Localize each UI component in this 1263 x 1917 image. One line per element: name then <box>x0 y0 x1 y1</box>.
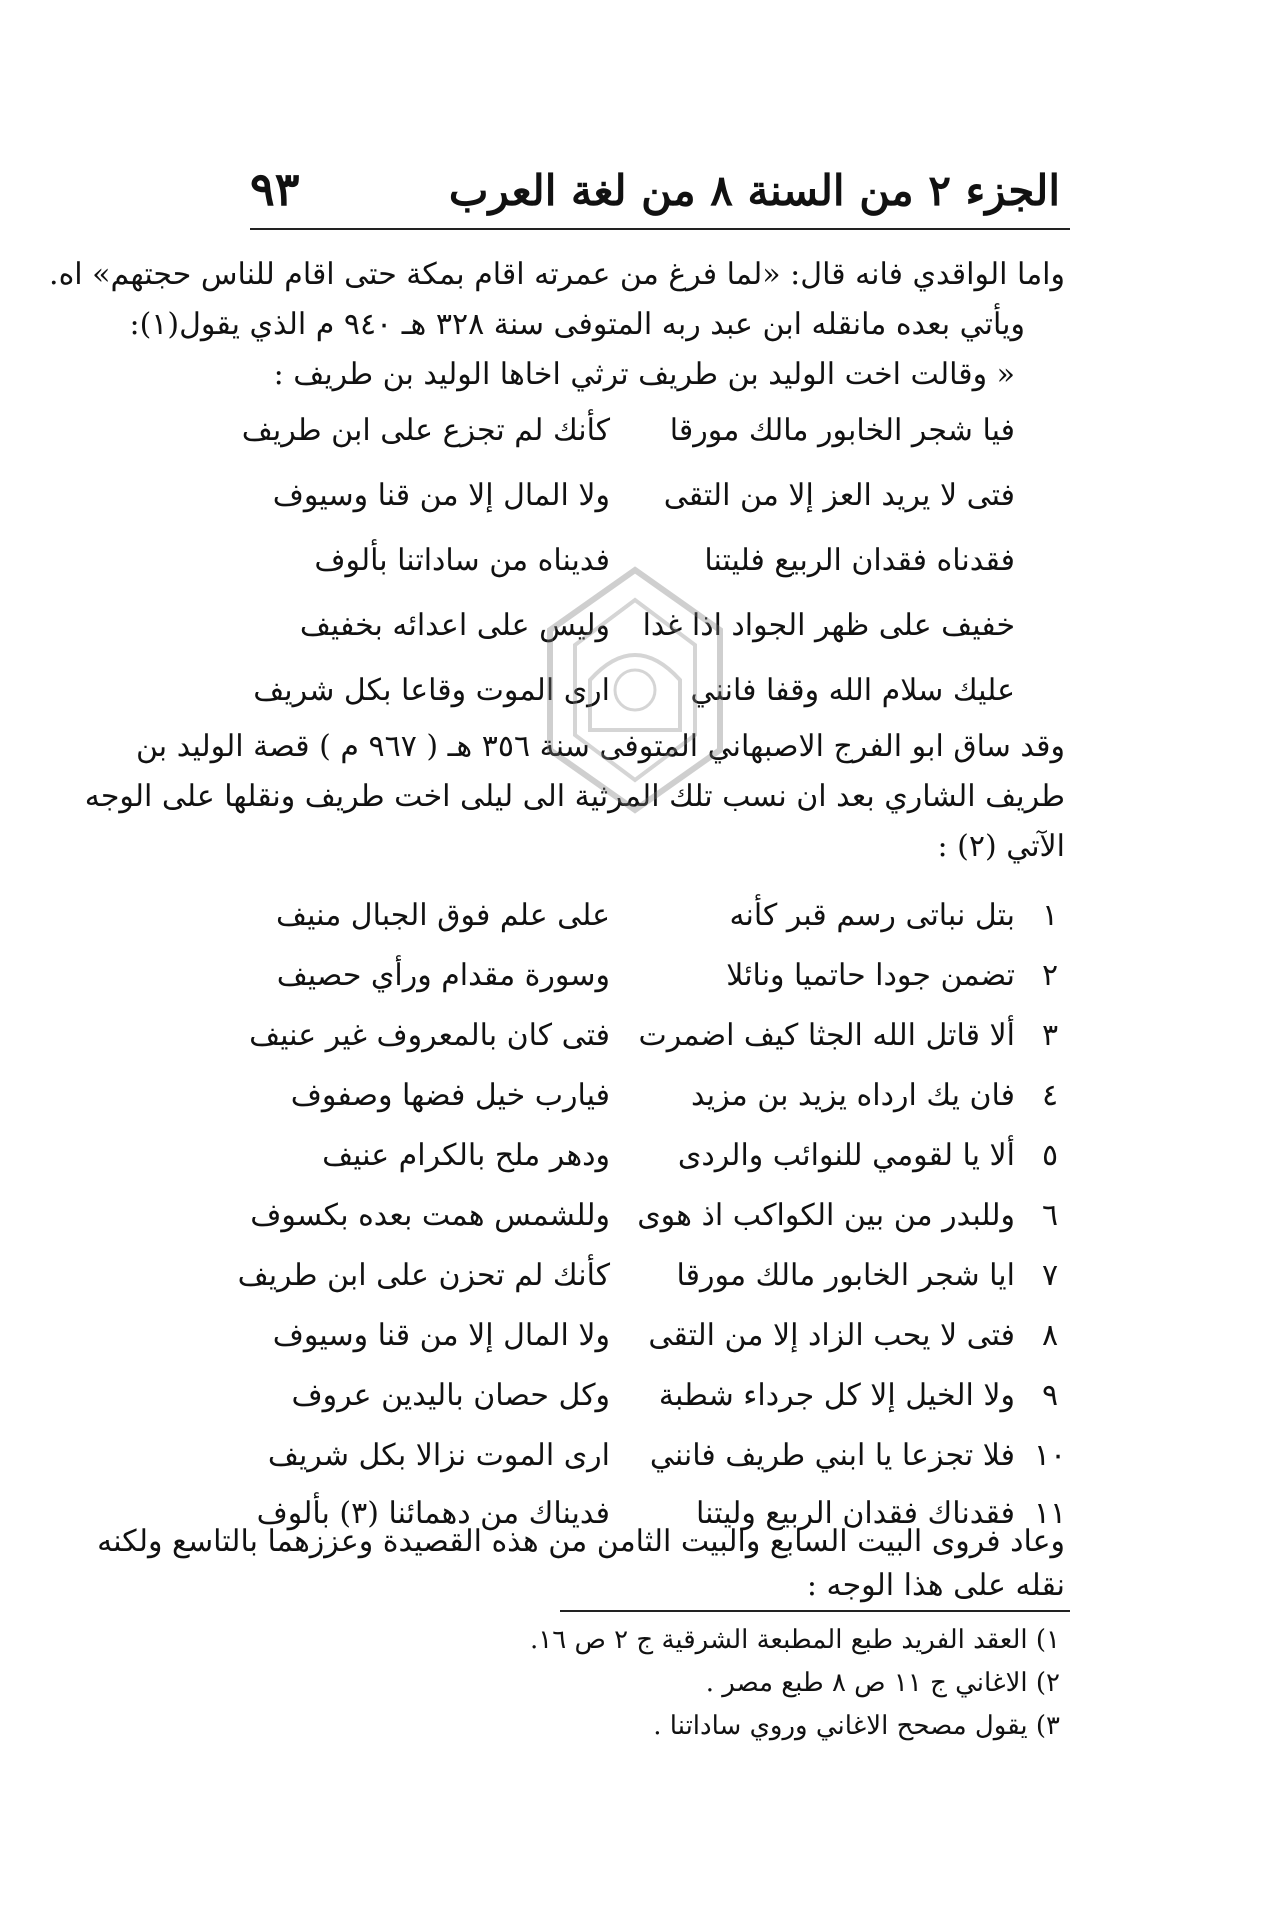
verse-first-hemistich: فان يك ارداه يزيد بن مزيد <box>691 1078 1015 1113</box>
poem-verse <box>230 1070 1070 1130</box>
verse-second-hemistich: ولا المال إلا من قنا وسيوف <box>272 1318 610 1353</box>
intro-paragraph <box>49 250 1065 400</box>
verse-number: ٨ <box>1041 1318 1059 1353</box>
verse-first-hemistich: ولا الخيل إلا كل جرداء شطبة <box>658 1378 1015 1413</box>
text-line: طريف الشاري بعد ان نسب تلك المرثية الى ليلى اخت طريف ونقلها على الوجه <box>84 779 1065 814</box>
verse-first-hemistich: ايا شجر الخابور مالك مورقا <box>676 1258 1015 1293</box>
poem-verse <box>230 1010 1070 1070</box>
poem-verse <box>230 890 1070 950</box>
poem-verse <box>230 1130 1070 1190</box>
verse-second-hemistich: فتى كان بالمعروف غير عنيف <box>249 1018 610 1053</box>
verse-first-hemistich: ألا يا لقومي للنوائب والردى <box>677 1138 1015 1173</box>
verse-first-hemistich: فلا تجزعا يا ابني طريف فانني <box>649 1438 1015 1473</box>
poem-verse <box>230 470 1070 530</box>
closing-paragraph <box>97 1520 1065 1608</box>
verse-second-hemistich: ودهر ملح بالكرام عنيف <box>322 1138 610 1173</box>
verse-number: ٤ <box>1041 1078 1059 1113</box>
verse-number: ٦ <box>1041 1198 1059 1233</box>
verse-second-hemistich: ولا المال إلا من قنا وسيوف <box>272 478 610 513</box>
verse-first-hemistich: بتل نباتى رسم قبر كأنه <box>729 898 1015 933</box>
verse-first-hemistich: وللبدر من بين الكواكب اذ هوى <box>637 1198 1015 1233</box>
verse-number: ٥ <box>1041 1138 1059 1173</box>
running-title: الجزء ٢ من السنة ٨ من لغة العرب <box>448 166 1060 215</box>
header-rule <box>250 228 1070 230</box>
verse-second-hemistich: فيارب خيل فضها وصفوف <box>290 1078 610 1113</box>
verse-first-hemistich: خفيف على ظهر الجواد اذا غدا <box>642 608 1015 643</box>
text-line: الآتي (٢) : <box>937 829 1065 864</box>
text-line: ويأتي بعده مانقله ابن عبد ربه المتوفى سنة ٣٢٨ هـ ٩٤٠ م الذي يقول(١): <box>129 307 1025 342</box>
poem-verse <box>230 1190 1070 1250</box>
verse-first-hemistich: عليك سلام الله وقفا فانني <box>690 673 1015 708</box>
verse-second-hemistich: وللشمس همت بعده بكسوف <box>250 1198 610 1233</box>
text-line: نقله على هذا الوجه : <box>806 1568 1065 1603</box>
verse-first-hemistich: فقدناه فقدان الربيع فليتنا <box>704 543 1015 578</box>
poem-verse <box>230 405 1070 465</box>
footnote: ١) العقد الفريد طبع المطبعة الشرقية ج ٢ ص ١٦. <box>529 1625 1060 1655</box>
page-header <box>250 158 1060 228</box>
verse-number: ١ <box>1041 898 1059 933</box>
verse-first-hemistich: فتى لا يريد العز إلا من التقى <box>663 478 1015 513</box>
verse-first-hemistich: فيا شجر الخابور مالك مورقا <box>669 413 1015 448</box>
poem-verse <box>230 950 1070 1010</box>
verse-second-hemistich: وكل حصان باليدين عروف <box>291 1378 610 1413</box>
text-line: وقد ساق ابو الفرج الاصبهاني المتوفى سنة ٣٥٦ هـ ( ٩٦٧ م ) قصة الوليد بن <box>135 729 1065 764</box>
library-stamp-watermark <box>520 560 750 820</box>
verse-second-hemistich: ارى الموت وقاعا بكل شريف <box>253 673 610 708</box>
verse-second-hemistich: فديناك من دهمائنا (٣) بألوف <box>256 1496 610 1531</box>
verse-number: ٧ <box>1041 1258 1059 1293</box>
verse-second-hemistich: كأنك لم تحزن على ابن طريف <box>237 1258 610 1293</box>
footnote-rule <box>560 1610 1070 1612</box>
verse-first-hemistich: تضمن جودا حاتميا ونائلا <box>726 958 1015 993</box>
text-line: واما الواقدي فانه قال: «لما فرغ من عمرته اقام بمكة حتى اقام للناس حجتهم» اه. <box>49 257 1065 292</box>
verse-first-hemistich: فقدناك فقدان الربيع وليتنا <box>695 1496 1015 1531</box>
verse-number: ٣ <box>1041 1018 1059 1053</box>
text-line: وعاد فروى البيت السابع والبيت الثامن من هذه القصيدة وعززهما بالتاسع ولكنه <box>97 1524 1065 1559</box>
text-line: « وقالت اخت الوليد بن طريف ترثي اخاها الوليد بن طريف : <box>273 357 1015 392</box>
verse-second-hemistich: كأنك لم تجزع على ابن طريف <box>241 413 610 448</box>
verse-second-hemistich: ارى الموت نزالا بكل شريف <box>267 1438 610 1473</box>
poem-verse <box>230 1430 1070 1490</box>
poem-verse <box>230 1310 1070 1370</box>
verse-number: ١٠ <box>1033 1438 1067 1473</box>
verse-second-hemistich: على علم فوق الجبال منيف <box>276 898 610 933</box>
verse-number: ٢ <box>1041 958 1059 993</box>
verse-first-hemistich: فتى لا يحب الزاد إلا من التقى <box>648 1318 1015 1353</box>
verse-second-hemistich: وسورة مقدام ورأي حصيف <box>276 958 610 993</box>
verse-second-hemistich: فديناه من ساداتنا بألوف <box>314 543 610 578</box>
verse-first-hemistich: ألا قاتل الله الجثا كيف اضمرت <box>638 1018 1015 1053</box>
poem-verse <box>230 1370 1070 1430</box>
poem-verse <box>230 1250 1070 1310</box>
verse-second-hemistich: وليس على اعدائه بخفيف <box>299 608 610 643</box>
verse-number: ٩ <box>1041 1378 1059 1413</box>
verse-number: ١١ <box>1033 1496 1067 1531</box>
footnote: ٢) الاغاني ج ١١ ص ٨ طبع مصر . <box>705 1668 1060 1698</box>
page-number: ٩٣ <box>250 162 300 216</box>
footnote: ٣) يقول مصحح الاغاني وروي ساداتنا . <box>653 1711 1060 1741</box>
